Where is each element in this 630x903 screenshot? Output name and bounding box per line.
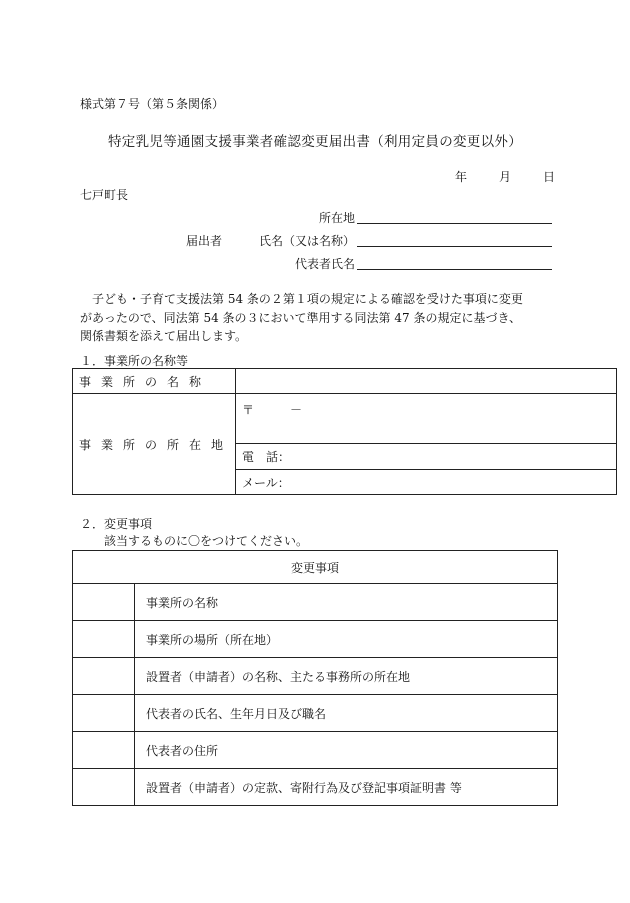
email-cell[interactable] — [236, 470, 617, 495]
address-label: 所在地 — [318, 211, 355, 225]
section1-heading: １．事業所の名称等 — [80, 354, 189, 368]
section2-heading: ２．変更事項 — [80, 517, 153, 531]
postal-mark: 〒 － — [242, 403, 303, 417]
change-item: 代表者の住所 — [135, 732, 558, 769]
change-item: 設置者（申請者）の名称、主たる事務所の所在地 — [135, 658, 558, 695]
facility-info-table — [72, 368, 617, 495]
email-label: メール： — [242, 475, 290, 490]
body-line: があったので、同法第 54 条の３において準用する同法第 47 条の規定に基づき、 — [80, 310, 521, 325]
facility-location-label: 事業所の所在地 — [73, 394, 236, 495]
body-paragraph — [80, 290, 560, 346]
address-field[interactable] — [357, 209, 552, 224]
form-number: 様式第７号（第５条関係） — [80, 97, 225, 111]
change-items-header: 変更事項 — [73, 551, 558, 584]
change-items-table — [72, 550, 558, 806]
change-item: 代表者の氏名、生年月日及び職名 — [135, 695, 558, 732]
date-line — [455, 168, 555, 185]
phone-label: 電 話： — [242, 450, 291, 464]
name-field[interactable] — [357, 232, 552, 247]
body-line: 子ども・子育て支援法第 54 条の２第１項の規定による確認を受けた事項に変更 — [92, 292, 523, 306]
date-day-label: 日 — [542, 170, 555, 184]
notifier-label: 届出者 — [186, 234, 223, 248]
date-year-label: 年 — [455, 170, 468, 184]
mark-cell[interactable] — [73, 584, 135, 621]
document-title: 特定乳児等通園支援事業者確認変更届出書（利用定員の変更以外） — [108, 134, 522, 150]
mark-cell[interactable] — [73, 732, 135, 769]
facility-name-label: 事業所の名称 — [73, 369, 236, 394]
mark-cell[interactable] — [73, 621, 135, 658]
change-item: 事業所の場所（所在地） — [135, 621, 558, 658]
facility-name-cell[interactable] — [236, 369, 617, 394]
mark-cell[interactable] — [73, 658, 135, 695]
change-item: 設置者（申請者）の定款、寄附行為及び登記事項証明書 等 — [135, 769, 558, 806]
representative-label: 代表者氏名 — [294, 257, 355, 271]
postal-address-cell[interactable] — [236, 394, 617, 444]
name-label: 氏名（又は名称） — [258, 234, 355, 248]
section2-instruction: 該当するものに〇をつけてください。 — [104, 534, 309, 548]
representative-field[interactable] — [357, 255, 552, 270]
addressee: 七戸町長 — [80, 188, 129, 202]
body-line: 関係書類を添えて届出します。 — [80, 329, 248, 343]
phone-cell[interactable] — [236, 444, 617, 470]
mark-cell[interactable] — [73, 695, 135, 732]
date-month-label: 月 — [498, 170, 511, 184]
change-item: 事業所の名称 — [135, 584, 558, 621]
mark-cell[interactable] — [73, 769, 135, 806]
